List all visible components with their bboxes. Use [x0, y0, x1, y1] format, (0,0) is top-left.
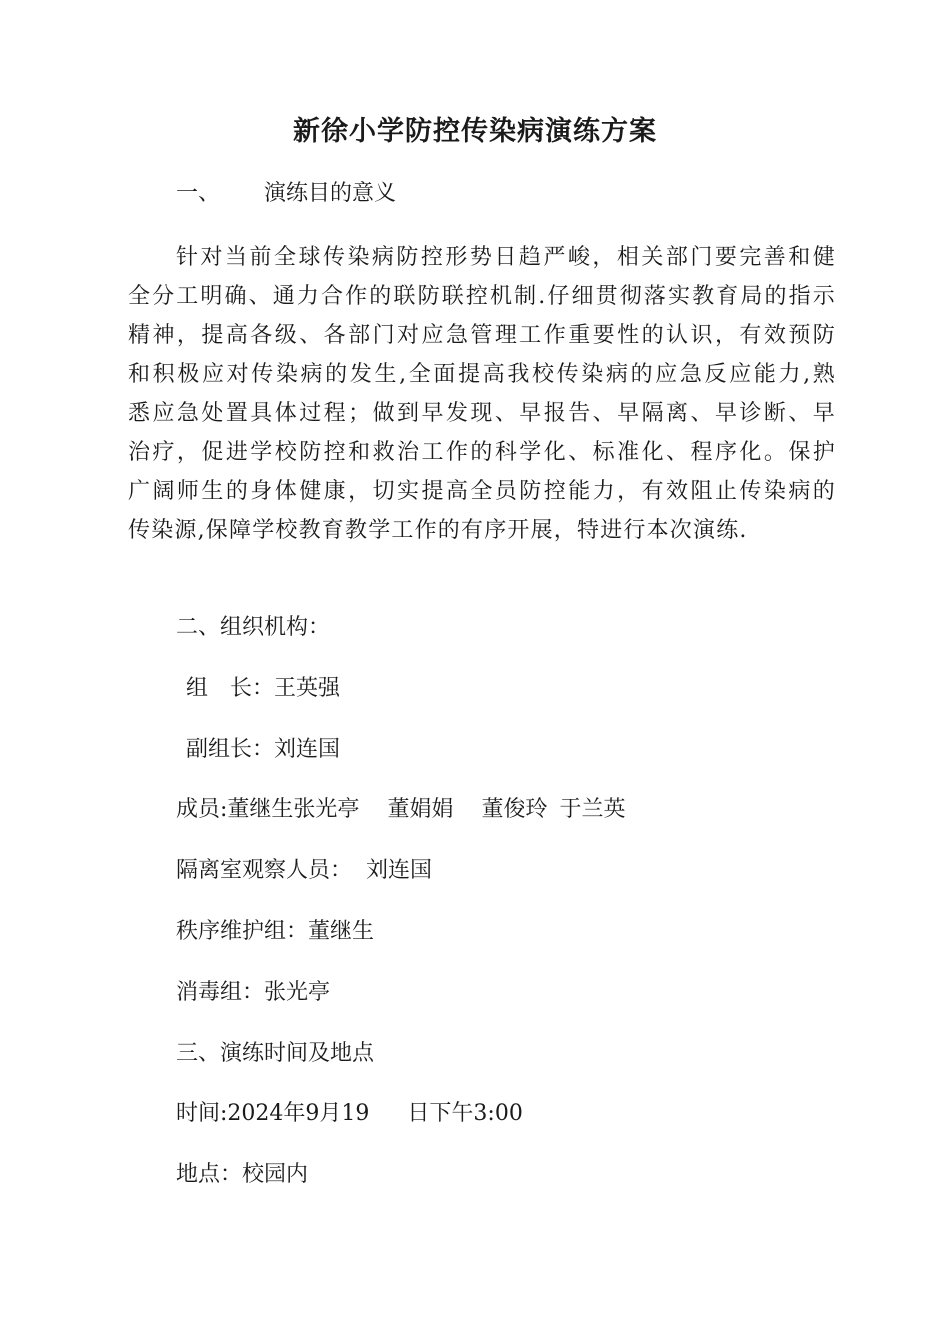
leader-name: 王英强 [274, 676, 341, 701]
deputy-name: 刘连国 [274, 737, 341, 762]
leader-label: 组 长： [186, 676, 275, 701]
isolation-row [176, 855, 432, 887]
place-label: 地点： [176, 1162, 243, 1187]
isolation-label: 隔离室观察人员： [176, 858, 353, 883]
paragraph-line: 全分工明确、通力合作的联防联控机制.仔细贯彻落实教育局的指示 [128, 284, 836, 309]
paragraph-line: 悉应急处置具体过程；做到早发现、早报告、早隔离、早诊断、早 [128, 401, 836, 426]
disinfect-name: 张光亭 [264, 980, 331, 1005]
paragraph-line: 传染源,保障学校教育教学工作的有序开展，特进行本次演练. [128, 518, 748, 543]
leader-row [186, 673, 340, 705]
member-names: 董继生张光亭 [227, 797, 360, 822]
disinfect-row [176, 977, 330, 1009]
members-row [176, 794, 625, 826]
paragraph-line: 广阔师生的身体健康，切实提高全员防控能力，有效阻止传染病的 [128, 479, 836, 504]
order-label: 秩序维护组： [176, 919, 309, 944]
section1-paragraph [128, 238, 836, 550]
place-row [176, 1159, 308, 1191]
order-name: 董继生 [308, 919, 375, 944]
deputy-row [186, 734, 340, 766]
deputy-label: 副组长： [186, 737, 275, 762]
paragraph-line: 和积极应对传染病的发生,全面提高我校传染病的应急反应能力,熟 [128, 362, 836, 387]
time-date: 2024年9月19 [227, 1101, 370, 1126]
section1-title: 演练目的意义 [264, 181, 397, 206]
section1-number: 一、 [176, 181, 221, 206]
time-label: 时间: [176, 1101, 228, 1126]
paragraph-line: 治疗，促进学校防控和救治工作的科学化、标准化、程序化。保护 [128, 440, 836, 465]
members-label: 成员: [176, 797, 228, 822]
section2-heading: 二、组织机构： [176, 615, 331, 640]
time-rest: 日下午3:00 [407, 1101, 523, 1126]
order-row [176, 916, 374, 948]
isolation-name: 刘连国 [366, 858, 433, 883]
paragraph-line: 针对当前全球传染病防控形势日趋严峻，相关部门要完善和健 [176, 245, 836, 270]
disinfect-label: 消毒组： [176, 980, 265, 1005]
section1-heading [176, 178, 396, 210]
document-title: 新徐小学防控传染病演练方案 [293, 116, 657, 147]
place-value: 校园内 [242, 1162, 309, 1187]
member-name: 董俊玲 [481, 797, 548, 822]
section3-heading: 三、演练时间及地点 [176, 1041, 375, 1066]
paragraph-line: 精神，提高各级、各部门对应急管理工作重要性的认识，有效预防 [128, 323, 836, 348]
member-name: 于兰英 [559, 797, 626, 822]
time-row [176, 1098, 523, 1130]
member-name: 董娟娟 [387, 797, 454, 822]
